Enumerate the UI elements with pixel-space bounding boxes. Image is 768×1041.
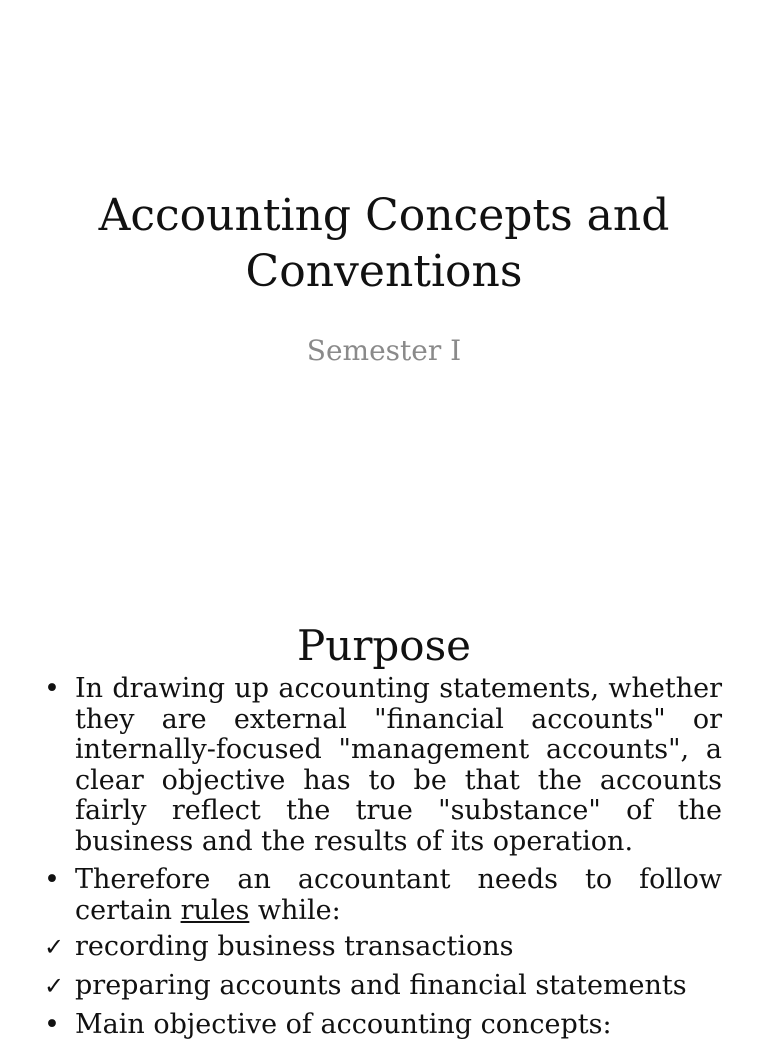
- bullet-marker: •: [44, 673, 60, 704]
- check-item: [44, 971, 722, 1002]
- bullet-text: In drawing up accounting statements, whether they are external "financial accounts" or internally-focused "management accounts", a clear objective has to be that the accounts fairly reflect the true "substance" of the business and the results of its operation.: [75, 673, 722, 857]
- bullet-text-part: Therefore an accountant needs to follow certain: [75, 864, 722, 926]
- check-item: [44, 932, 722, 963]
- bullet-marker: •: [44, 1009, 60, 1040]
- bullet-item: [44, 865, 722, 926]
- bullet-marker: •: [44, 864, 60, 895]
- check-text: recording business transactions: [75, 931, 514, 962]
- bullet-text-part: while:: [249, 894, 341, 926]
- slide-subtitle: Semester I: [306, 334, 462, 367]
- slide-title-line-2: Conventions: [245, 246, 523, 297]
- bullet-text: Main objective of accounting concepts:: [75, 1009, 612, 1040]
- checkmark-icon: ✓: [44, 933, 65, 961]
- bullet-item: [44, 674, 722, 858]
- check-text: preparing accounts and financial statements: [75, 970, 687, 1001]
- underlined-word: rules: [180, 894, 250, 926]
- checkmark-icon: ✓: [44, 972, 65, 1000]
- bullet-text: [75, 865, 722, 926]
- purpose-bullet-list: [0, 673, 768, 1040]
- slide-title-line-1: Accounting Concepts and: [98, 190, 670, 241]
- slide-title: [0, 188, 768, 300]
- bullet-item: [44, 1010, 722, 1041]
- purpose-heading: Purpose: [297, 621, 471, 670]
